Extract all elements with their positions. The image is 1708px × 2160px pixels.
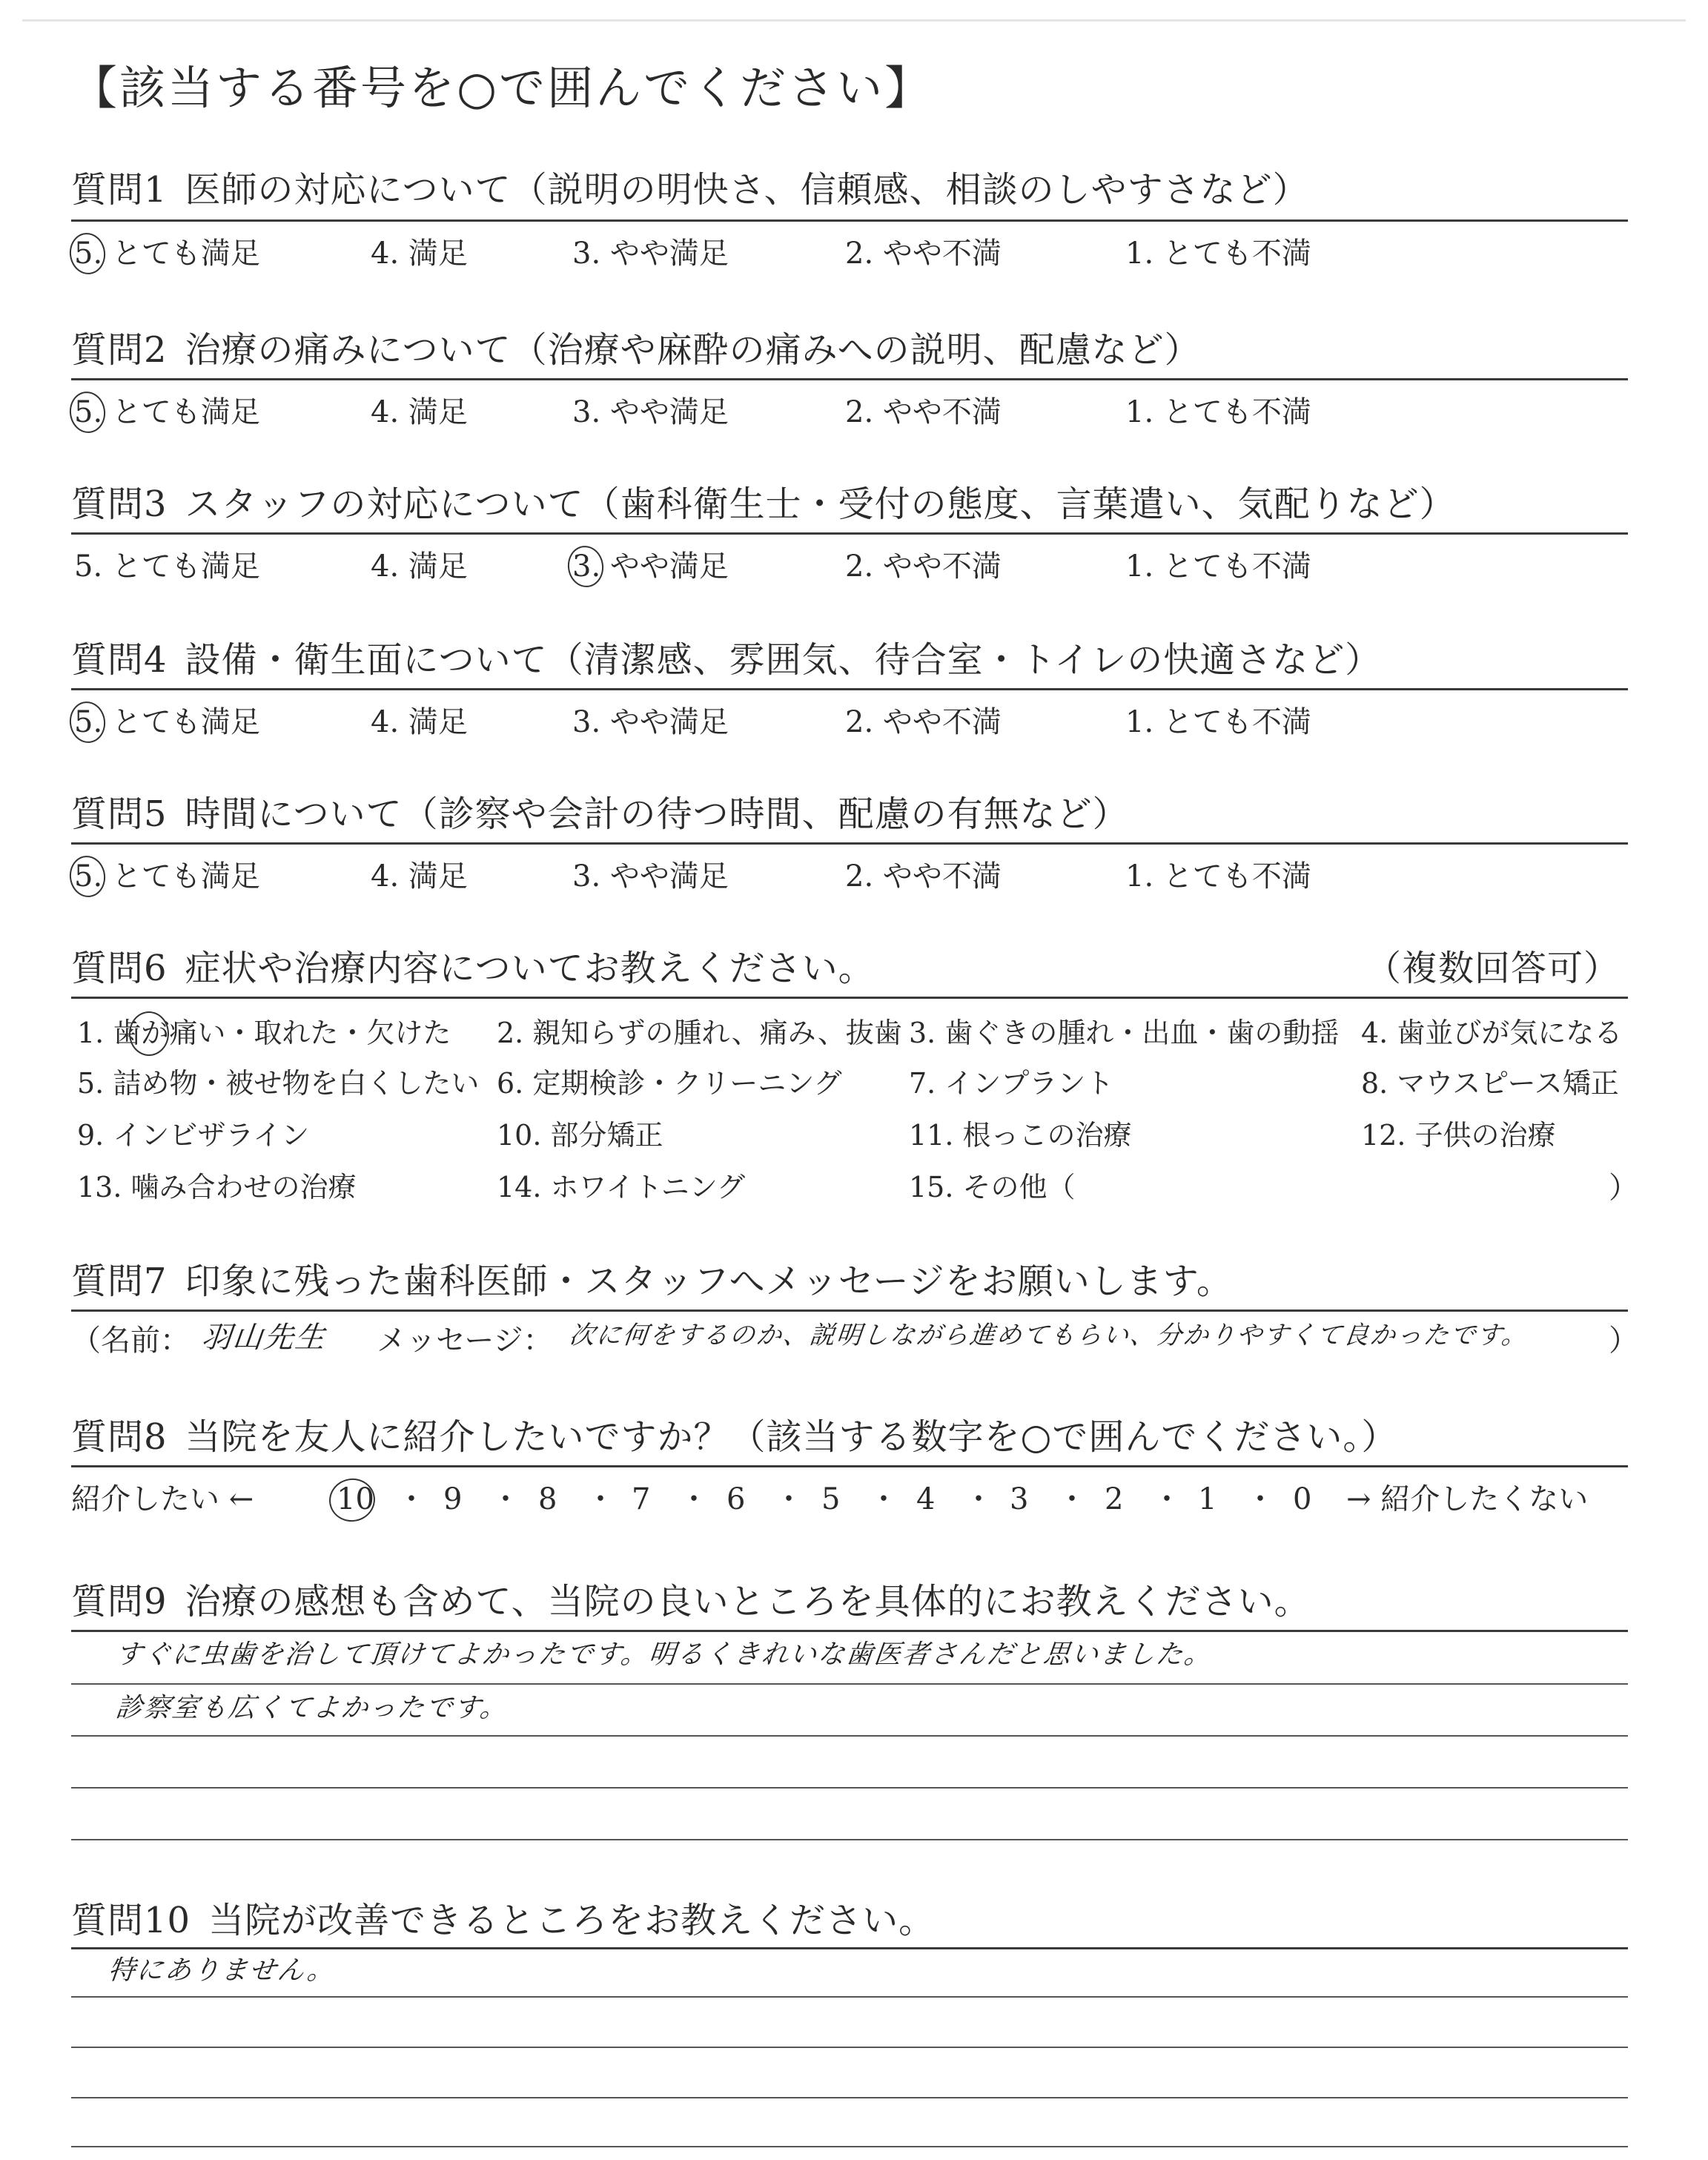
q7-name-label: （名前：	[71, 1324, 190, 1358]
scan-top-edge	[22, 19, 1686, 22]
question-4-rule	[71, 688, 1628, 690]
q6-item-14[interactable]: 14. ホワイトニング	[497, 1171, 746, 1203]
q2-option-4[interactable]: 4. 満足	[371, 395, 468, 429]
q8-separator: ・	[679, 1482, 709, 1516]
q1-option-5[interactable]: 5. とても満足	[74, 237, 260, 271]
question-6-note: （複数回答可）	[1366, 948, 1621, 989]
question-10-number: 質問10	[71, 1900, 191, 1941]
question-6-title	[71, 948, 875, 989]
question-8-title	[71, 1416, 1398, 1458]
question-1-number: 質問1	[71, 169, 168, 211]
question-6-rule	[71, 997, 1628, 999]
q1-option-4[interactable]: 4. 満足	[371, 237, 468, 271]
q2-option-5[interactable]: 5. とても満足	[74, 395, 260, 429]
answer-line	[71, 1996, 1628, 1998]
question-7-text: 印象に残った歯科医師・スタッフへメッセージをお願いします。	[185, 1261, 1233, 1302]
q8-score-1[interactable]: 1	[1198, 1482, 1217, 1516]
question-5-number: 質問5	[71, 793, 168, 835]
q8-score-10[interactable]: 10	[337, 1482, 374, 1516]
q6-item-4[interactable]: 4. 歯並びが気になる	[1361, 1017, 1623, 1049]
question-10-text: 当院が改善できるところをお教えください。	[208, 1900, 936, 1941]
question-2-title	[71, 329, 1201, 371]
q6-item-1-circle	[129, 1011, 169, 1056]
q4-option-5[interactable]: 5. とても満足	[74, 705, 260, 739]
q1-option-2[interactable]: 2. やや不満	[845, 237, 1002, 271]
question-3-title	[71, 483, 1456, 525]
question-3-text: スタッフの対応について（歯科衛生士・受付の態度、言葉遣い、気配りなど）	[185, 483, 1456, 525]
q8-score-4[interactable]: 4	[916, 1482, 936, 1516]
q3-option-1[interactable]: 1. とても不満	[1125, 549, 1311, 584]
q8-score-2[interactable]: 2	[1105, 1482, 1124, 1516]
q6-item-13[interactable]: 13. 噛み合わせの治療	[77, 1171, 357, 1203]
q7-message-label: メッセージ：	[377, 1324, 553, 1358]
q6-other-close-paren: ）	[1609, 1171, 1638, 1205]
q8-left-label: 紹介したい ←	[71, 1482, 254, 1516]
q4-option-2[interactable]: 2. やや不満	[845, 705, 1002, 739]
q8-separator: ・	[1245, 1482, 1275, 1516]
question-3-number: 質問3	[71, 483, 168, 525]
question-2-text: 治療の痛みについて（治療や麻酔の痛みへの説明、配慮など）	[185, 329, 1201, 371]
question-1-title	[71, 169, 1309, 211]
q1-option-3[interactable]: 3. やや満足	[572, 237, 729, 271]
question-2-number: 質問2	[71, 329, 168, 371]
question-4-number: 質問4	[71, 639, 168, 681]
q6-item-9[interactable]: 9. インビザライン	[77, 1119, 310, 1152]
question-7-rule	[71, 1309, 1628, 1312]
answer-line	[71, 1839, 1628, 1840]
q7-message-value[interactable]: 次に何をするのか、説明しながら進めてもらい、分かりやすくて良かったです。	[567, 1321, 1530, 1350]
q4-option-1[interactable]: 1. とても不満	[1125, 705, 1311, 739]
q6-item-2[interactable]: 2. 親知らずの腫れ、痛み、抜歯	[497, 1017, 902, 1049]
q6-item-6[interactable]: 6. 定期検診・クリーニング	[497, 1067, 842, 1100]
q5-option-1[interactable]: 1. とても不満	[1125, 859, 1311, 894]
q3-option-2[interactable]: 2. やや不満	[845, 549, 1002, 584]
question-10-title	[71, 1900, 936, 1941]
question-8-number: 質問8	[71, 1416, 168, 1458]
q8-score-3[interactable]: 3	[1010, 1482, 1029, 1516]
q8-separator: ・	[964, 1482, 993, 1516]
q5-option-3[interactable]: 3. やや満足	[572, 859, 729, 894]
q8-separator: ・	[491, 1482, 520, 1516]
question-5-title	[71, 793, 1129, 835]
q6-item-12[interactable]: 12. 子供の治療	[1361, 1119, 1556, 1152]
q8-separator: ・	[1152, 1482, 1182, 1516]
question-8-rule	[71, 1465, 1628, 1467]
q2-option-2[interactable]: 2. やや不満	[845, 395, 1002, 429]
question-4-title	[71, 639, 1382, 681]
answer-line	[71, 1683, 1628, 1685]
answer-line	[71, 1787, 1628, 1789]
q8-score-5[interactable]: 5	[821, 1482, 841, 1516]
q3-option-5[interactable]: 5. とても満足	[74, 549, 260, 584]
q6-item-10[interactable]: 10. 部分矯正	[497, 1119, 663, 1152]
answer-line	[71, 2047, 1628, 2048]
q8-separator: ・	[397, 1482, 426, 1516]
q6-item-11[interactable]: 11. 根っこの治療	[909, 1119, 1132, 1152]
question-2-rule	[71, 378, 1628, 380]
question-1-rule	[71, 219, 1628, 222]
q4-option-3[interactable]: 3. やや満足	[572, 705, 729, 739]
question-6-text: 症状や治療内容についてお教えください。	[185, 948, 875, 989]
q8-separator: ・	[586, 1482, 615, 1516]
answer-line	[71, 2097, 1628, 2098]
q3-option-4[interactable]: 4. 満足	[371, 549, 468, 584]
q2-option-3[interactable]: 3. やや満足	[572, 395, 729, 429]
question-10-rule	[71, 1947, 1628, 1949]
answer-line	[71, 2146, 1628, 2147]
question-8-text: 当院を友人に紹介したいですか？（該当する数字を○で囲んでください。）	[185, 1416, 1398, 1458]
question-9-number: 質問9	[71, 1581, 168, 1622]
q8-score-9[interactable]: 9	[443, 1482, 463, 1516]
q6-item-7[interactable]: 7. インプラント	[909, 1067, 1114, 1100]
question-9-title	[71, 1581, 1311, 1622]
q2-option-1[interactable]: 1. とても不満	[1125, 395, 1311, 429]
question-5-rule	[71, 842, 1628, 845]
q4-option-4[interactable]: 4. 満足	[371, 705, 468, 739]
q9-answer-line-1[interactable]: すぐに虫歯を治して頂けてよかったです。明るくきれいな歯医者さんだと思いました。	[113, 1639, 1214, 1670]
question-5-text: 時間について（診察や会計の待つ時間、配慮の有無など）	[185, 793, 1129, 835]
q5-option-5[interactable]: 5. とても満足	[74, 859, 260, 894]
question-3-rule	[71, 532, 1628, 535]
q8-right-label: → 紹介したくない	[1346, 1482, 1589, 1516]
question-7-number: 質問7	[71, 1261, 168, 1302]
q6-item-5[interactable]: 5. 詰め物・被せ物を白くしたい	[77, 1067, 480, 1100]
question-4-text: 設備・衛生面について（清潔感、雰囲気、待合室・トイレの快適さなど）	[185, 639, 1382, 681]
question-7-title	[71, 1261, 1233, 1302]
q3-option-3[interactable]: 3. やや満足	[572, 549, 729, 584]
q8-score-7[interactable]: 7	[632, 1482, 651, 1516]
q6-item-15[interactable]: 15. その他（	[909, 1171, 1076, 1203]
q8-score-8[interactable]: 8	[538, 1482, 557, 1516]
q7-close-paren: ）	[1609, 1324, 1638, 1358]
question-1-text: 医師の対応について（説明の明快さ、信頼感、相談のしやすさなど）	[185, 169, 1309, 211]
q9-answer-line-2[interactable]: 診察室も広くてよかったです。	[113, 1693, 510, 1723]
q8-separator: ・	[1057, 1482, 1087, 1516]
q1-option-1[interactable]: 1. とても不満	[1125, 237, 1311, 271]
q8-score-0[interactable]: 0	[1293, 1482, 1312, 1516]
question-9-text: 治療の感想も含めて、当院の良いところを具体的にお教えください。	[185, 1581, 1311, 1622]
q7-name-value[interactable]: 羽山先生	[199, 1321, 328, 1355]
q6-item-1[interactable]: 1. 歯が痛い・取れた・欠けた	[77, 1019, 451, 1047]
page-title: 【該当する番号を○で囲んでください】	[71, 61, 933, 115]
q8-score-6[interactable]: 6	[726, 1482, 746, 1516]
question-9-rule	[71, 1630, 1628, 1632]
q8-separator: ・	[774, 1482, 804, 1516]
q10-answer-line-1[interactable]: 特にありません。	[106, 1955, 337, 1986]
answer-line	[71, 1735, 1628, 1737]
q8-separator: ・	[869, 1482, 898, 1516]
q6-item-3[interactable]: 3. 歯ぐきの腫れ・出血・歯の動揺	[909, 1017, 1340, 1049]
q6-item-8[interactable]: 8. マウスピース矯正	[1361, 1067, 1619, 1100]
q5-option-4[interactable]: 4. 満足	[371, 859, 468, 894]
question-6-number: 質問6	[71, 948, 168, 989]
q5-option-2[interactable]: 2. やや不満	[845, 859, 1002, 894]
